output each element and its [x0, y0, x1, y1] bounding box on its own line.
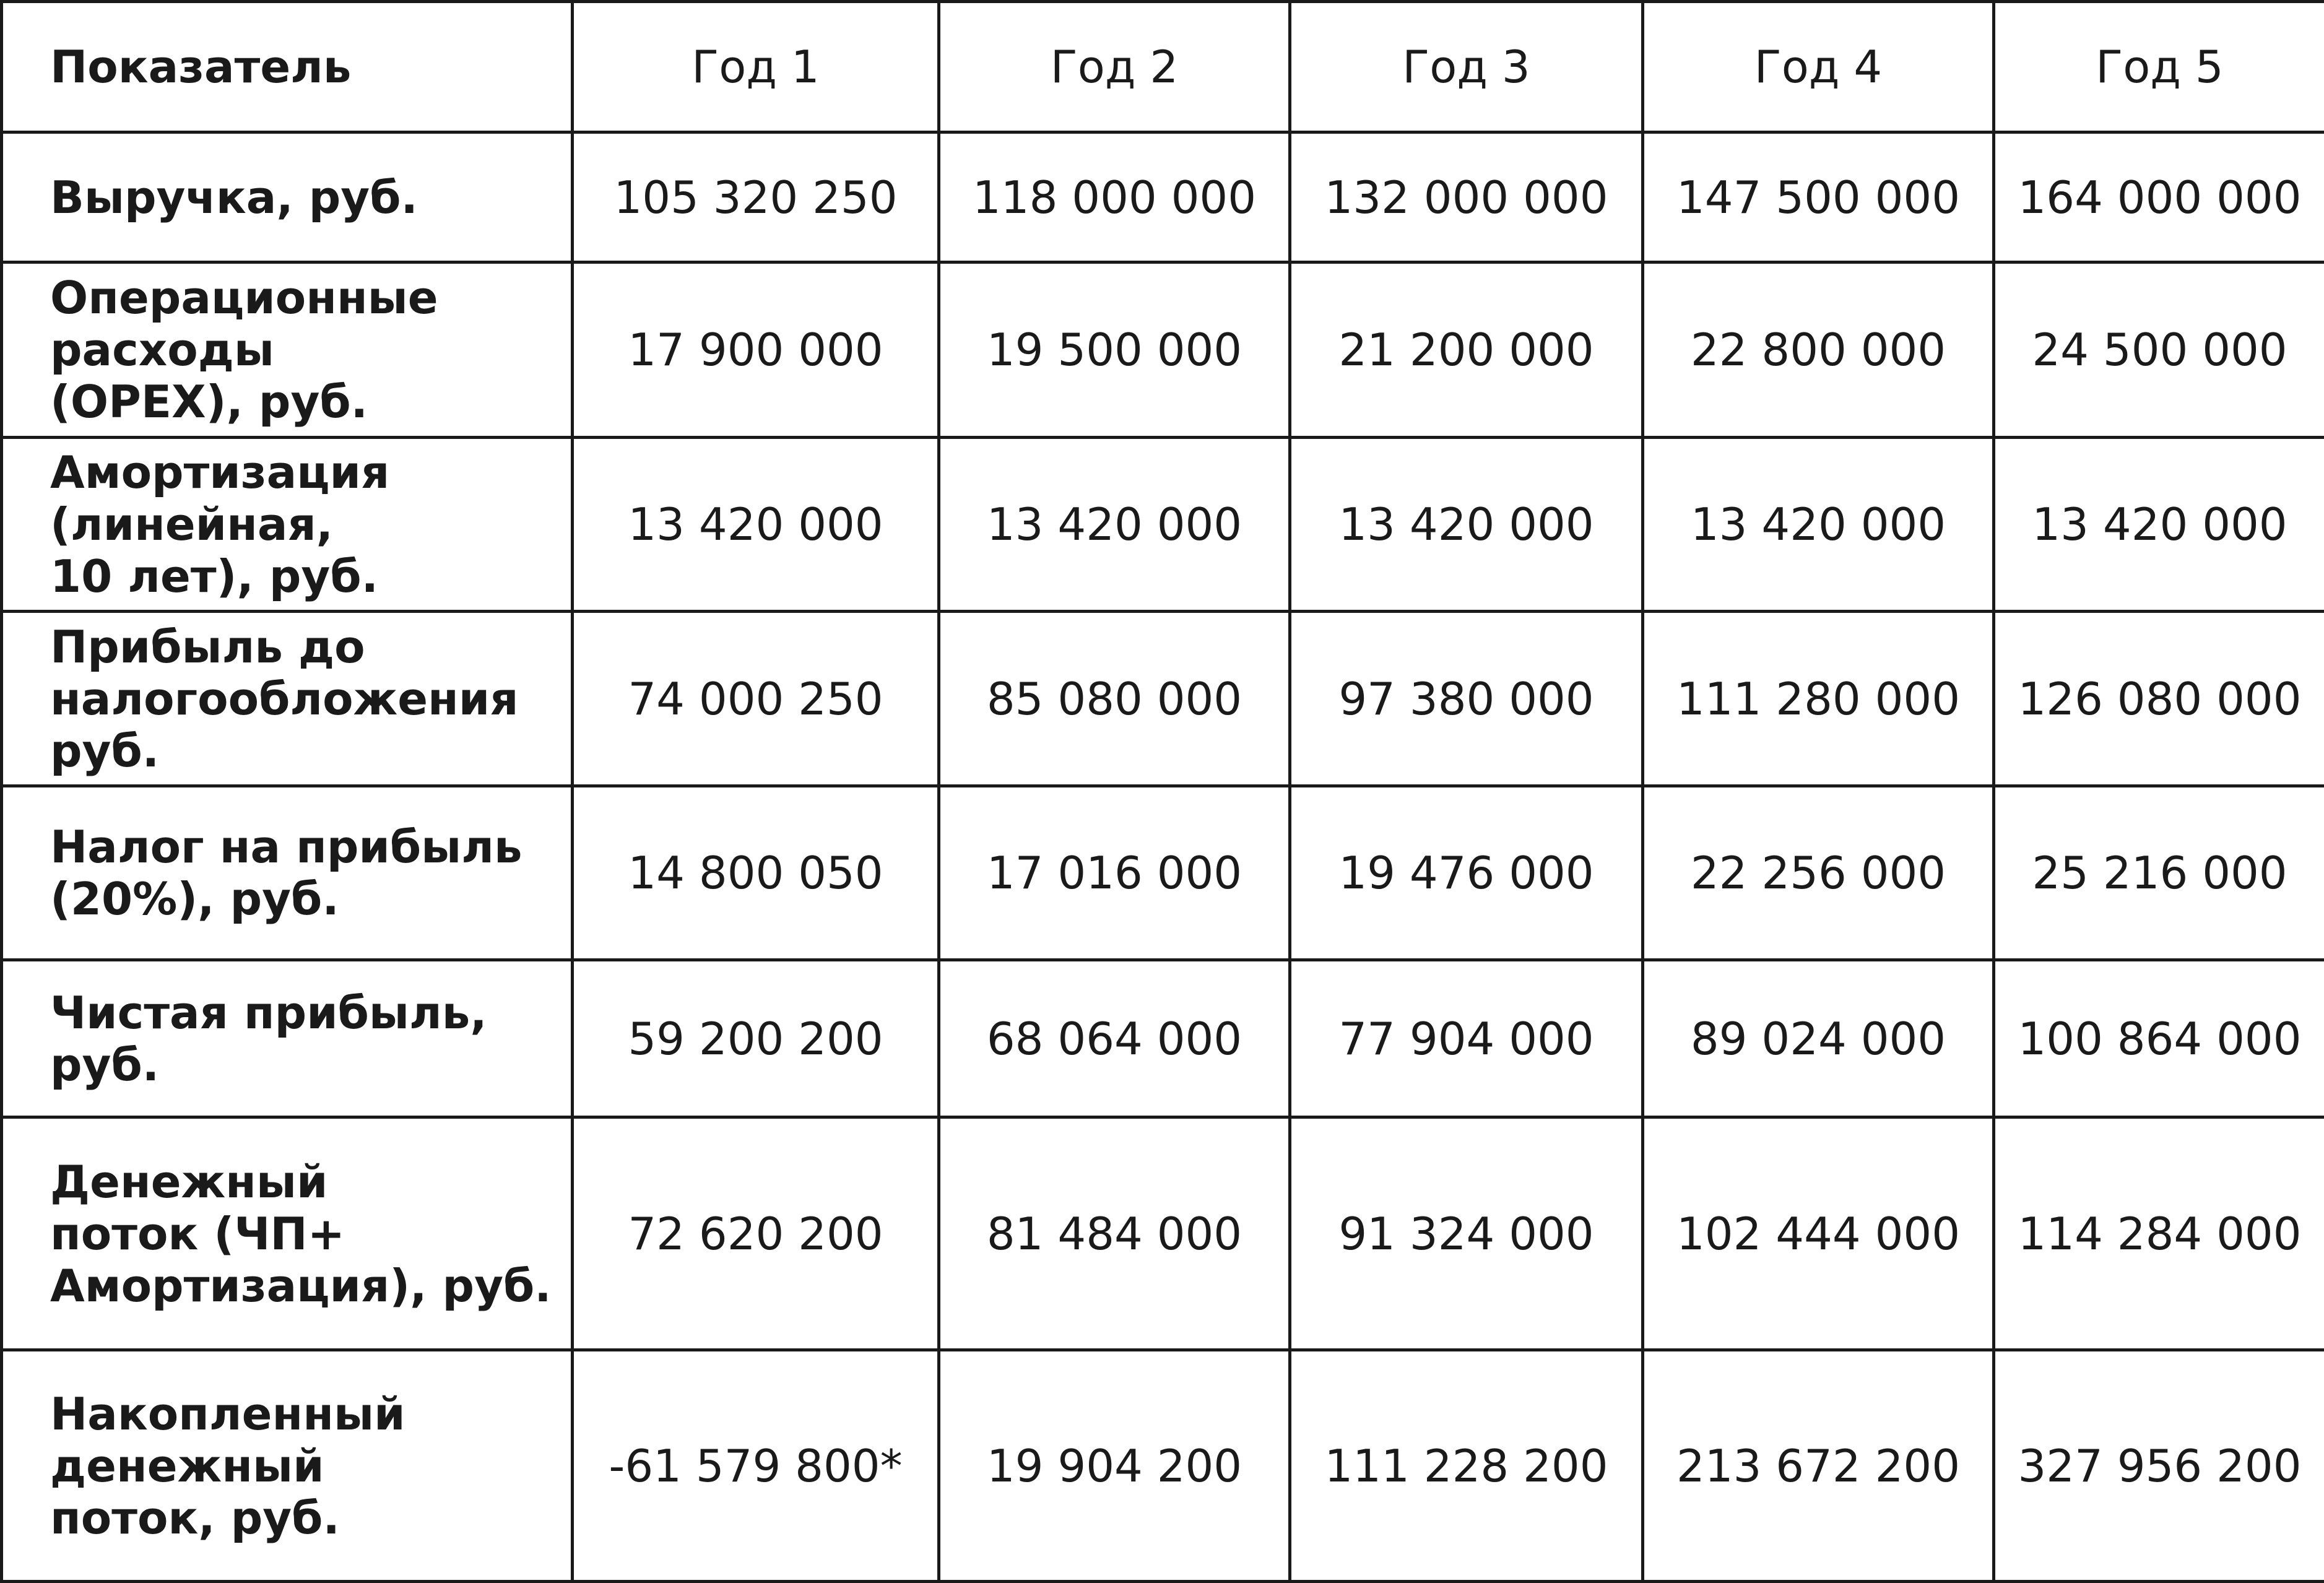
row-label: Прибыль до налогообложения руб.	[2, 612, 573, 786]
value-cell: 114 284 000	[1994, 1117, 2324, 1350]
value-cell: 102 444 000	[1643, 1117, 1994, 1350]
value-cell: 213 672 200	[1643, 1350, 1994, 1582]
value-cell: 68 064 000	[939, 960, 1290, 1117]
value-cell: 14 800 050	[573, 786, 939, 960]
value-cell: 13 420 000	[573, 438, 939, 612]
table-row	[2, 1117, 2324, 1350]
value-cell: 77 904 000	[1290, 960, 1643, 1117]
header-year-1: Год 1	[573, 2, 939, 132]
table-row	[2, 438, 2324, 612]
header-year-4: Год 4	[1643, 2, 1994, 132]
table-row	[2, 786, 2324, 960]
header-year-5: Год 5	[1994, 2, 2324, 132]
header-year-3: Год 3	[1290, 2, 1643, 132]
row-label: Выручка, руб.	[2, 132, 573, 262]
value-cell: 111 280 000	[1643, 612, 1994, 786]
row-label: Амортизация (линейная, 10 лет), руб.	[2, 438, 573, 612]
value-cell: 19 904 200	[939, 1350, 1290, 1582]
table-row	[2, 612, 2324, 786]
value-cell: 25 216 000	[1994, 786, 2324, 960]
value-cell: 13 420 000	[1643, 438, 1994, 612]
value-cell: -61 579 800*	[573, 1350, 939, 1582]
table-row	[2, 262, 2324, 438]
row-label: Накопленный денежный поток, руб.	[2, 1350, 573, 1582]
value-cell: 24 500 000	[1994, 262, 2324, 438]
value-cell: 164 000 000	[1994, 132, 2324, 262]
value-cell: 21 200 000	[1290, 262, 1643, 438]
value-cell: 132 000 000	[1290, 132, 1643, 262]
value-cell: 126 080 000	[1994, 612, 2324, 786]
table-row	[2, 132, 2324, 262]
value-cell: 97 380 000	[1290, 612, 1643, 786]
value-cell: 85 080 000	[939, 612, 1290, 786]
value-cell: 111 228 200	[1290, 1350, 1643, 1582]
value-cell: 13 420 000	[939, 438, 1290, 612]
value-cell: 100 864 000	[1994, 960, 2324, 1117]
value-cell: 91 324 000	[1290, 1117, 1643, 1350]
table-header-row	[2, 2, 2324, 132]
value-cell: 22 800 000	[1643, 262, 1994, 438]
value-cell: 89 024 000	[1643, 960, 1994, 1117]
header-year-2: Год 2	[939, 2, 1290, 132]
value-cell: 74 000 250	[573, 612, 939, 786]
row-label: Денежный поток (ЧП+ Амортизация), руб.	[2, 1117, 573, 1350]
value-cell: 327 956 200	[1994, 1350, 2324, 1582]
table-row	[2, 1350, 2324, 1582]
value-cell: 118 000 000	[939, 132, 1290, 262]
value-cell: 13 420 000	[1290, 438, 1643, 612]
value-cell: 22 256 000	[1643, 786, 1994, 960]
value-cell: 59 200 200	[573, 960, 939, 1117]
row-label: Операционные расходы (OPEX), руб.	[2, 262, 573, 438]
value-cell: 19 500 000	[939, 262, 1290, 438]
row-label: Налог на прибыль (20%), руб.	[2, 786, 573, 960]
value-cell: 147 500 000	[1643, 132, 1994, 262]
value-cell: 105 320 250	[573, 132, 939, 262]
value-cell: 13 420 000	[1994, 438, 2324, 612]
value-cell: 81 484 000	[939, 1117, 1290, 1350]
value-cell: 19 476 000	[1290, 786, 1643, 960]
row-label: Чистая прибыль, руб.	[2, 960, 573, 1117]
value-cell: 72 620 200	[573, 1117, 939, 1350]
value-cell: 17 016 000	[939, 786, 1290, 960]
table-row	[2, 960, 2324, 1117]
value-cell: 17 900 000	[573, 262, 939, 438]
header-label: Показатель	[2, 2, 573, 132]
